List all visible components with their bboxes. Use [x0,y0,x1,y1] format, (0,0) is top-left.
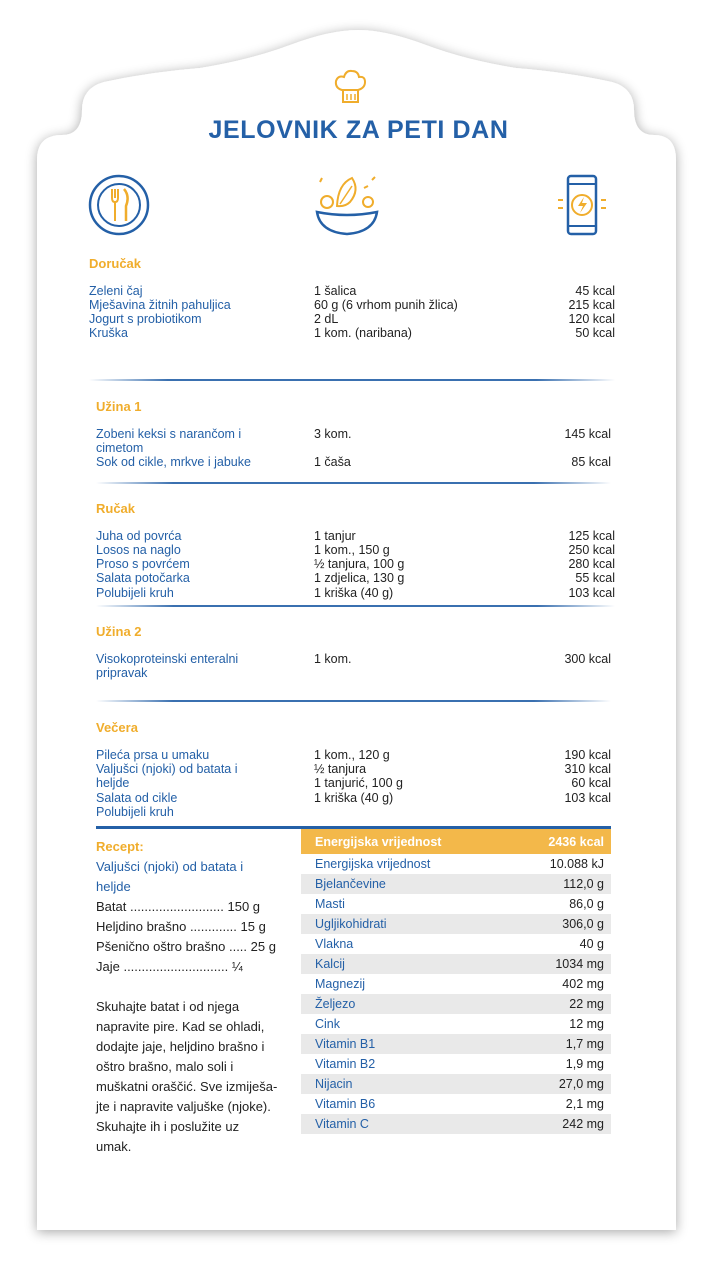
food-kcal: 55 kcal [575,571,615,585]
recipe-label: Recept: [96,839,144,854]
food-quantity: 1 kom., 120 g [314,748,390,762]
meal-row [96,441,611,455]
nutrition-row [301,954,611,974]
meal-row [89,284,615,298]
nutrient-name: Cink [315,1017,341,1031]
nutrient-name: Vitamin C [315,1117,369,1131]
food-name: Polubijeli kruh [96,805,174,819]
section-heading-breakfast: Doručak [89,256,142,271]
nutrition-header-row [301,829,611,854]
nutrient-value: 10.088 kJ [549,857,604,871]
section-divider [96,700,611,702]
food-name: Salata od cikle [96,791,178,805]
food-quantity: 1 čaša [314,455,351,469]
food-kcal: 120 kcal [568,312,615,326]
recipe-instruction-line: oštro brašno, malo soli i [96,1059,234,1074]
recipe-instruction-line: Skuhajte batat i od njega [96,999,240,1014]
nutrition-row [301,974,611,994]
food-name: heljde [96,776,130,790]
nutrient-value: 27,0 mg [558,1077,604,1091]
nutrient-name: Ugljikohidrati [315,917,387,931]
food-quantity: 1 kriška (40 g) [314,791,394,805]
recipe-instruction-line: jte i napravite valjuške (njoke). [96,1099,271,1114]
nutrition-row [301,994,611,1014]
recipe-name: heljde [96,879,131,894]
meal-row [96,762,611,776]
recipe-ingredient: Batat .......................... 150 g [96,899,261,914]
nutrient-value: 402 mg [562,977,604,991]
nutrient-name: Kalcij [315,957,345,971]
section-heading-lunch: Ručak [96,501,136,516]
food-name: Juha od povrća [96,529,182,543]
food-kcal: 310 kcal [564,762,611,776]
nutrient-value: 1,7 mg [565,1037,604,1051]
food-quantity: 1 tanjurić, 100 g [314,776,403,790]
meal-row [96,571,615,585]
food-kcal: 103 kcal [564,791,611,805]
recipe-instruction-line: dodajte jaje, heljdino brašno i [96,1039,265,1054]
recipe-ingredient: Pšenično oštro brašno ..... 25 g [96,939,276,954]
meal-row [96,791,611,805]
nutrient-name: Energijska vrijednost [315,835,442,849]
recipe-ingredient: Jaje ............................. ¼ [96,959,243,974]
food-kcal: 190 kcal [564,748,611,762]
food-quantity: 1 kom., 150 g [314,543,390,557]
meal-row [96,805,611,819]
recipe-block [96,837,291,1157]
recipe-instruction-line: umak. [96,1139,132,1154]
food-quantity: ½ tanjura, 100 g [314,557,405,571]
nutrient-name: Vlakna [315,937,354,951]
food-kcal: 250 kcal [568,543,615,557]
food-kcal: 45 kcal [575,284,615,298]
meal-row [96,748,611,762]
meal-row [96,543,615,557]
meal-row [96,666,611,680]
nutrient-name: Energijska vrijednost [315,857,431,871]
nutrient-value: 2,1 mg [565,1097,604,1111]
food-kcal: 280 kcal [568,557,615,571]
recipe-instruction-line: Skuhajte ih i poslužite uz [96,1119,240,1134]
food-kcal: 125 kcal [568,529,615,543]
food-name: Visokoproteinski enteralni [96,652,239,666]
nutrient-name: Magnezij [315,977,366,991]
section-divider [89,379,615,381]
food-name: Jogurt s probiotikom [89,312,202,326]
meal-row [96,652,611,666]
nutrition-row [301,874,611,894]
food-name: Polubijeli kruh [96,586,174,600]
plate-cutlery-icon [88,174,150,241]
nutrient-value: 1,9 mg [565,1057,604,1071]
food-name: pripravak [96,666,148,680]
food-name: Kruška [89,326,128,340]
section-heading-snack-2: Užina 2 [96,624,142,639]
nutrition-row [301,1114,611,1134]
food-kcal: 85 kcal [571,455,611,469]
recipe-instruction-line: muškatni oraščić. Sve izmiješa- [96,1079,278,1094]
food-quantity: 1 tanjur [314,529,356,543]
nutrition-table [301,829,611,1134]
nutrition-row [301,854,611,874]
food-kcal: 300 kcal [564,652,611,666]
meal-row [96,557,615,571]
food-name: Pileća prsa u umaku [96,748,210,762]
nutrition-row [301,1094,611,1114]
nutrient-value: 12 mg [569,1017,604,1031]
section-divider [96,482,611,484]
food-quantity: 1 kom. (naribana) [314,326,412,340]
nutrient-name: Vitamin B6 [315,1097,376,1111]
food-name: Zeleni čaj [89,284,143,298]
food-quantity: 1 šalica [314,284,357,298]
section-divider [96,605,615,607]
nutrition-row [301,894,611,914]
food-kcal: 145 kcal [564,427,611,441]
nutrient-name: Željezo [315,997,356,1011]
section-heading-snack-1: Užina 1 [96,399,142,414]
food-quantity: 60 g (6 vrhom punih žlica) [314,298,458,312]
food-quantity: 2 dL [314,312,339,326]
recipe-name: Valjušci (njoki) od batata i [96,859,244,874]
section-heading-dinner: Večera [96,720,138,735]
nutrition-row [301,1054,611,1074]
nutrient-name: Vitamin B1 [315,1037,376,1051]
meal-row [89,298,615,312]
food-kcal: 60 kcal [571,776,611,790]
meal-row [96,427,611,441]
nutrient-name: Bjelančevine [315,877,386,891]
meal-row [89,326,615,340]
nutrient-value: 306,0 g [562,917,604,931]
nutrient-value: 86,0 g [569,897,604,911]
nutrient-name: Nijacin [315,1077,353,1091]
food-kcal: 215 kcal [568,298,615,312]
food-name: Zobeni keksi s narančom i [96,427,242,441]
food-quantity: 3 kom. [314,427,352,441]
food-name: Mješavina žitnih pahuljica [89,298,231,312]
food-name: Losos na naglo [96,543,181,557]
meal-row [96,455,611,469]
food-name: Proso s povrćem [96,557,190,571]
meal-row [96,776,611,790]
nutrient-value: 2436 kcal [548,835,604,849]
food-name: Sok od cikle, mrkve i jabuke [96,455,251,469]
nutrition-row [301,1074,611,1094]
nutrient-name: Vitamin B2 [315,1057,376,1071]
food-name: Salata potočarka [96,571,190,585]
nutrient-value: 40 g [579,937,604,951]
food-quantity: 1 kom. [314,652,352,666]
page-title: JELOVNIK ZA PETI DAN [208,116,509,144]
meal-row [89,312,615,326]
nutrient-value: 112,0 g [563,877,604,891]
meal-row [96,529,615,543]
salad-bowl-icon [312,172,382,243]
recipe-ingredient: Heljdino brašno ............. 15 g [96,919,266,934]
food-kcal: 50 kcal [575,326,615,340]
energy-drink-icon [554,170,610,243]
nutrition-row [301,934,611,954]
nutrient-name: Masti [315,897,345,911]
nutrition-row [301,1014,611,1034]
nutrition-row [301,914,611,934]
food-quantity: 1 zdjelica, 130 g [314,571,405,585]
chef-hat-icon [330,66,370,111]
nutrient-value: 1034 mg [555,957,604,971]
meal-row [96,586,615,600]
recipe-instruction-line: napravite pire. Kad se ohladi, [96,1019,265,1034]
food-name: cimetom [96,441,144,455]
food-name: Valjušci (njoki) od batata i [96,762,238,776]
nutrition-row [301,1034,611,1054]
food-quantity: 1 kriška (40 g) [314,586,394,600]
food-kcal: 103 kcal [568,586,615,600]
nutrient-value: 22 mg [569,997,604,1011]
food-quantity: ½ tanjura [314,762,367,776]
nutrient-value: 242 mg [562,1117,604,1131]
